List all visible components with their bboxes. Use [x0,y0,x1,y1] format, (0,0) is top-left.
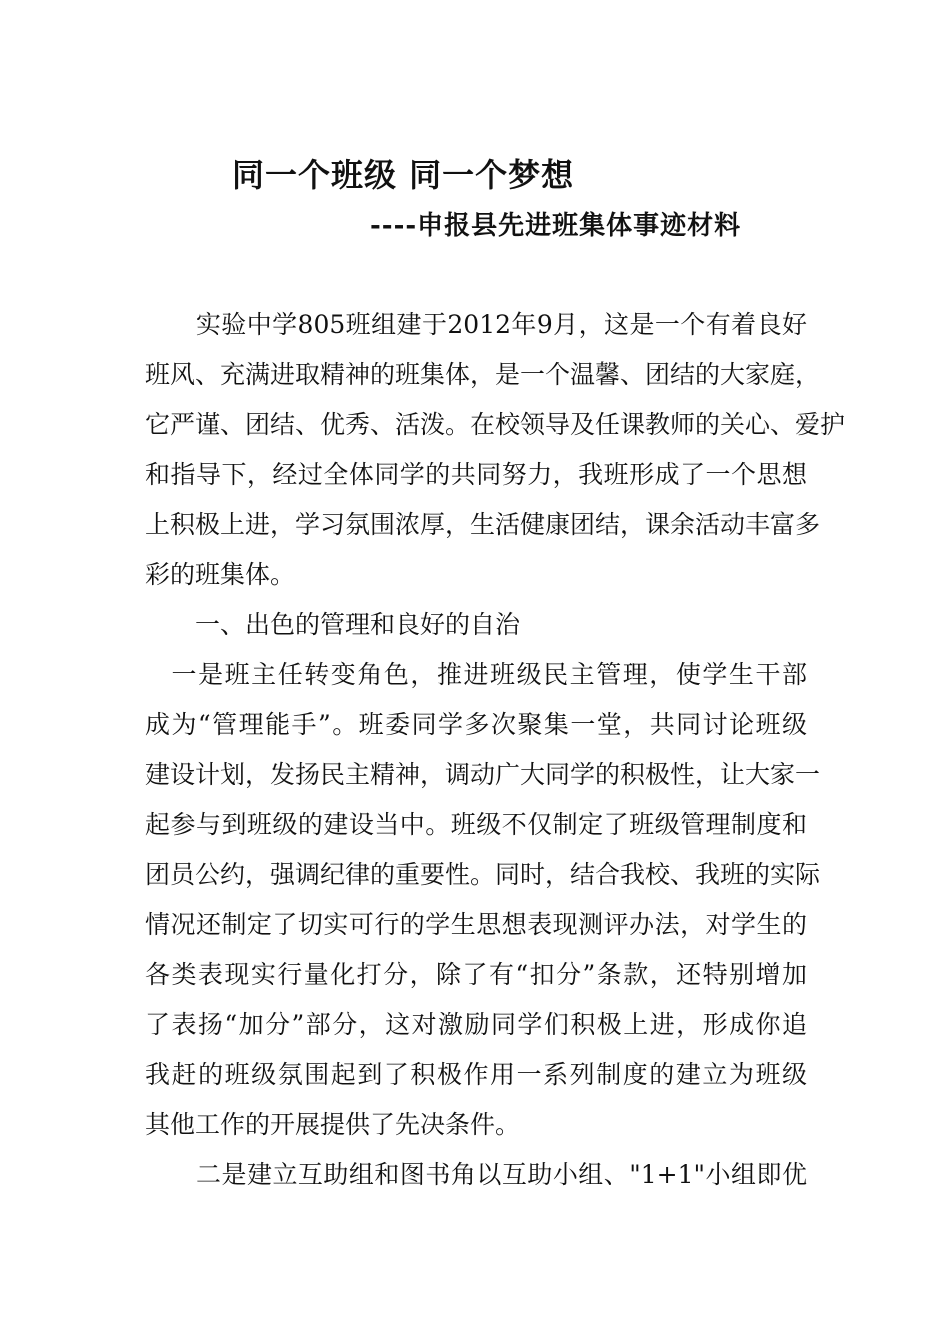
document-title: 同一个班级 同一个梦想 [232,156,575,194]
body-line: 班风、充满进取精神的班集体，是一个温馨、团结的大家庭， [145,360,821,389]
document-subtitle: ----申报县先进班集体事迹材料 [370,211,742,241]
section-heading: 一、出色的管理和良好的自治 [145,610,521,639]
body-line: 其他工作的开展提供了先决条件。 [145,1110,521,1139]
body-line: 实验中学805班组建于2012年9月，这是一个有着良好 [145,310,807,339]
body-line: 我赶的班级氛围起到了积极作用一系列制度的建立为班级 [145,1060,807,1089]
body-line: 二是建立互助组和图书角以互助小组、"1+1"小组即优 [145,1160,807,1189]
body-line: 起参与到班级的建设当中。班级不仅制定了班级管理制度和 [145,810,807,839]
body-line: 各类表现实行量化打分，除了有“扣分”条款，还特别增加 [145,960,807,989]
body-line: 了表扬“加分”部分，这对激励同学们积极上进，形成你追 [145,1010,807,1039]
body-line: 和指导下，经过全体同学的共同努力，我班形成了一个思想 [145,460,807,489]
body-line: 成为“管理能手”。班委同学多次聚集一堂，共同讨论班级 [145,710,807,739]
body-line: 一是班主任转变角色，推进班级民主管理，使学生干部 [145,660,807,689]
body-line: 上积极上进，学习氛围浓厚，生活健康团结，课余活动丰富多 [145,510,821,539]
body-line: 情况还制定了切实可行的学生思想表现测评办法，对学生的 [145,910,807,939]
body-line: 团员公约，强调纪律的重要性。同时，结合我校、我班的实际 [145,860,821,889]
body-line: 建设计划，发扬民主精神，调动广大同学的积极性，让大家一 [145,760,821,789]
body-line: 它严谨、团结、优秀、活泼。在校领导及任课教师的关心、爱护 [145,410,846,439]
body-line: 彩的班集体。 [145,560,296,589]
